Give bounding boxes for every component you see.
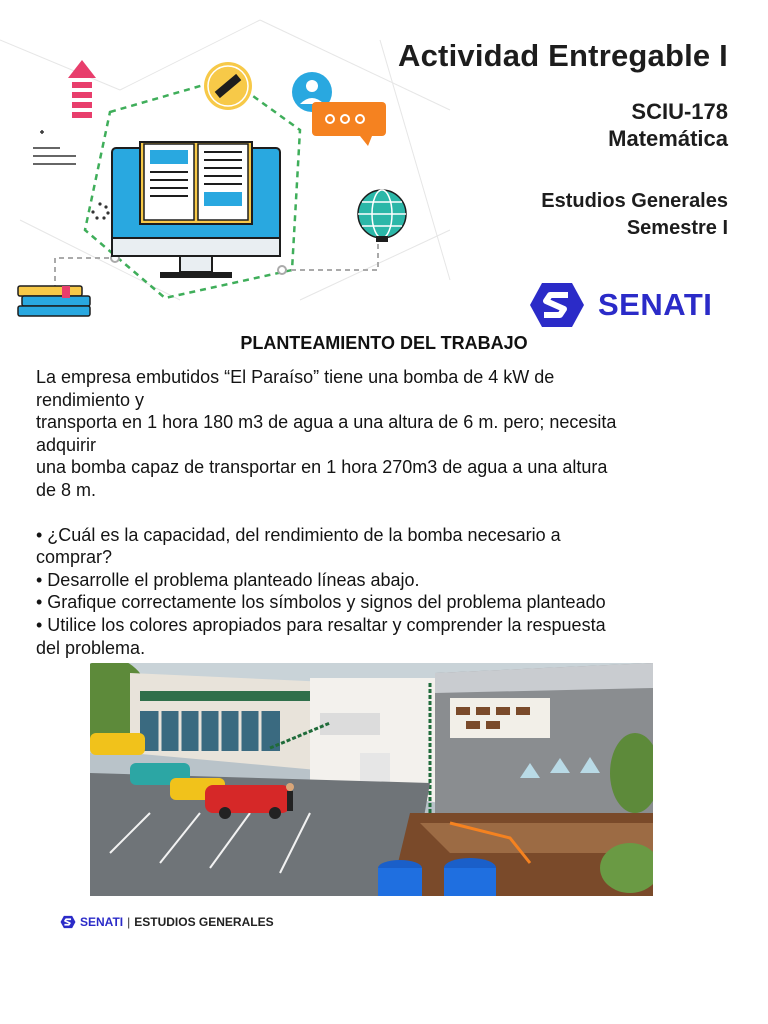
brand-name: SENATI xyxy=(598,287,713,322)
course-code: SCIU-178 xyxy=(631,99,728,124)
problem-line: rendimiento y xyxy=(36,389,145,410)
books-stack-icon xyxy=(18,286,90,316)
bullet-line: • Grafique correctamente los símbolos y signos del problema planteado xyxy=(36,592,606,613)
senati-logo xyxy=(528,280,728,330)
problem-line: transporta en 1 hora 180 m3 de agua a una altura de 6 m. pero; necesita xyxy=(36,412,617,433)
problem-line: adquirir xyxy=(36,434,97,455)
bullet-line: • ¿Cuál es la capacidad, del rendimiento de la bomba necesario a xyxy=(36,524,561,545)
header xyxy=(0,0,768,330)
problem-line: La empresa embutidos “El Paraíso” tiene una bomba de 4 kW de xyxy=(36,367,555,387)
bullet-line: • Utilice los colores apropiados para resaltar y comprender la respuesta xyxy=(36,614,606,635)
header-info xyxy=(398,38,728,242)
footer-department: ESTUDIOS GENERALES xyxy=(134,915,274,929)
education-illustration xyxy=(0,0,460,330)
bullet-line: del problema. xyxy=(36,637,146,658)
footer-separator: | xyxy=(127,915,131,929)
upload-arrow-icon xyxy=(68,60,96,118)
bullet-line: comprar? xyxy=(36,547,113,568)
problem-statement xyxy=(36,366,716,659)
section-title: PLANTEAMIENTO DEL TRABAJO xyxy=(240,333,528,353)
department-label: Estudios Generales xyxy=(541,190,728,212)
pencil-icon xyxy=(204,62,252,110)
problem-line: de 8 m. xyxy=(36,479,97,500)
factory-illustration xyxy=(90,663,653,896)
page-title: Actividad Entregable I xyxy=(398,38,728,73)
bullet-line: • Desarrolle el problema planteado líneas abajo. xyxy=(36,569,420,590)
semester-label: Semestre I xyxy=(626,217,728,239)
senati-logo-icon xyxy=(528,281,586,329)
senati-logo-icon xyxy=(60,915,76,929)
spacer xyxy=(36,502,716,524)
book-icon xyxy=(112,142,280,278)
user-chat-icon xyxy=(292,72,386,146)
footer-brand: SENATI xyxy=(80,915,124,929)
problem-line: una bomba capaz de transportar en 1 hora 270m3 de agua a una altura xyxy=(36,457,608,478)
course-name: Matemática xyxy=(608,126,728,151)
footer xyxy=(60,912,274,932)
